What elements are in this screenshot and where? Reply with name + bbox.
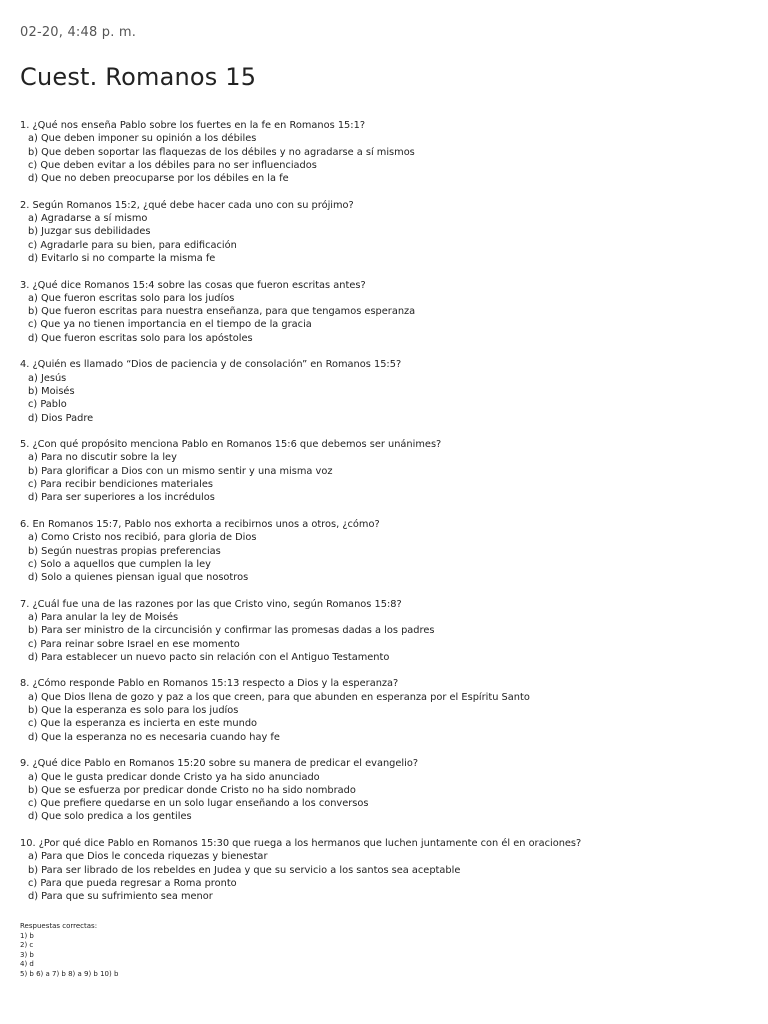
- answer-option: b) Que la esperanza es solo para los judíos: [28, 705, 239, 717]
- question-block: [20, 438, 750, 504]
- timestamp: 02-20, 4:48 p. m.: [20, 25, 137, 40]
- answer-option: c) Agradarle para su bien, para edificación: [28, 239, 237, 251]
- question-block: [20, 677, 750, 743]
- answer-option: d) Que no deben preocuparse por los débiles en la fe: [28, 173, 289, 185]
- answer-option: c) Que deben evitar a los débiles para no ser influenciados: [28, 159, 317, 171]
- answer-option: d) Para establecer un nuevo pacto sin relación con el Antiguo Testamento: [28, 651, 390, 663]
- answer-key-line: 2) c: [20, 941, 34, 949]
- answer-option: a) Jesús: [28, 372, 67, 384]
- answer-option: c) Solo a aquellos que cumplen la ley: [28, 558, 211, 570]
- question-block: [20, 518, 750, 584]
- answer-option: a) Que le gusta predicar donde Cristo ya ha sido anunciado: [28, 771, 320, 783]
- answer-option: a) Para anular la ley de Moisés: [28, 611, 179, 623]
- question-list: [20, 119, 750, 917]
- answer-option: a) Que deben imponer su opinión a los débiles: [28, 133, 257, 145]
- answer-key: [20, 922, 420, 979]
- question-text: 1. ¿Qué nos enseña Pablo sobre los fuertes en la fe en Romanos 15:1?: [20, 120, 366, 131]
- question-block: [20, 837, 750, 903]
- question-block: [20, 279, 750, 345]
- answer-key-line: 1) b: [20, 931, 34, 940]
- answer-option: c) Para reinar sobre Israel en ese momento: [28, 638, 240, 650]
- question-block: [20, 358, 750, 424]
- question-text: 5. ¿Con qué propósito menciona Pablo en Romanos 15:6 que debemos ser unánimes?: [20, 439, 442, 451]
- question-text: 10. ¿Por qué dice Pablo en Romanos 15:30 que ruega a los hermanos que luchen juntamente con él en oraciones?: [20, 838, 582, 850]
- answer-key-heading: Respuestas correctas:: [20, 922, 98, 930]
- question-block: [20, 598, 750, 664]
- answer-option: c) Pablo: [28, 399, 67, 411]
- question-block: [20, 119, 750, 185]
- question-text: 7. ¿Cuál fue una de las razones por las que Cristo vino, según Romanos 15:8?: [20, 598, 402, 610]
- answer-option: d) Solo a quienes piensan igual que nosotros: [28, 572, 249, 584]
- answer-option: a) Que Dios llena de gozo y paz a los que creen, para que abunden en esperanza por el Espíritu Santo: [28, 691, 530, 703]
- answer-option: d) Dios Padre: [28, 412, 94, 424]
- answer-option: b) Que fueron escritas para nuestra enseñanza, para que tengamos esperanza: [28, 306, 416, 318]
- answer-option: b) Que se esfuerza por predicar donde Cristo no ha sido nombrado: [28, 784, 356, 796]
- answer-option: a) Para que Dios le conceda riquezas y bienestar: [28, 851, 268, 863]
- question-text: 4. ¿Quién es llamado “Dios de paciencia y de consolación” en Romanos 15:5?: [20, 359, 402, 371]
- question-text: 6. En Romanos 15:7, Pablo nos exhorta a recibirnos unos a otros, ¿cómo?: [20, 518, 380, 530]
- answer-option: d) Que solo predica a los gentiles: [28, 811, 192, 823]
- question-block: [20, 757, 750, 823]
- answer-option: a) Para no discutir sobre la ley: [28, 452, 177, 464]
- answer-option: b) Para ser librado de los rebeldes en Judea y que su servicio a los santos sea aceptable: [28, 864, 461, 876]
- question-text: 9. ¿Qué dice Pablo en Romanos 15:20 sobre su manera de predicar el evangelio?: [20, 758, 419, 770]
- answer-option: b) Juzgar sus debilidades: [28, 226, 151, 238]
- answer-key-line: 4) d: [20, 960, 34, 968]
- answer-option: c) Que ya no tienen importancia en el tiempo de la gracia: [28, 319, 312, 331]
- answer-option: c) Que la esperanza es incierta en este mundo: [28, 718, 258, 730]
- question-text: 8. ¿Cómo responde Pablo en Romanos 15:13 respecto a Dios y la esperanza?: [20, 678, 399, 690]
- answer-option: b) Que deben soportar las flaquezas de los débiles y no agradarse a sí mismos: [28, 146, 415, 158]
- answer-option: b) Para ser ministro de la circuncisión y confirmar las promesas dadas a los padres: [28, 625, 435, 637]
- answer-option: c) Para que pueda regresar a Roma pronto: [28, 877, 237, 889]
- answer-option: c) Para recibir bendiciones materiales: [28, 479, 213, 491]
- answer-option: a) Como Cristo nos recibió, para gloria de Dios: [28, 532, 257, 544]
- answer-option: c) Que prefiere quedarse en un solo lugar enseñando a los conversos: [28, 798, 369, 810]
- question-text: 2. Según Romanos 15:2, ¿qué debe hacer cada uno con su prójimo?: [20, 199, 354, 211]
- page-title: Cuest. Romanos 15: [20, 63, 257, 91]
- answer-key-line: 5) b 6) a 7) b 8) a 9) b 10) b: [20, 969, 119, 978]
- question-block: [20, 199, 750, 265]
- answer-option: b) Moisés: [28, 385, 75, 397]
- answer-option: d) Evitarlo si no comparte la misma fe: [28, 252, 216, 264]
- answer-option: b) Para glorificar a Dios con un mismo sentir y una misma voz: [28, 465, 333, 477]
- question-text: 3. ¿Qué dice Romanos 15:4 sobre las cosas que fueron escritas antes?: [20, 279, 366, 291]
- answer-option: d) Que fueron escritas solo para los apóstoles: [28, 332, 253, 344]
- answer-option: d) Que la esperanza no es necesaria cuando hay fe: [28, 731, 280, 743]
- answer-option: b) Según nuestras propias preferencias: [28, 545, 221, 557]
- answer-option: d) Para ser superiores a los incrédulos: [28, 492, 215, 504]
- answer-option: d) Para que su sufrimiento sea menor: [28, 891, 213, 903]
- answer-option: a) Agradarse a sí mismo: [28, 213, 148, 225]
- answer-key-line: 3) b: [20, 950, 34, 959]
- answer-option: a) Que fueron escritas solo para los judíos: [28, 292, 235, 304]
